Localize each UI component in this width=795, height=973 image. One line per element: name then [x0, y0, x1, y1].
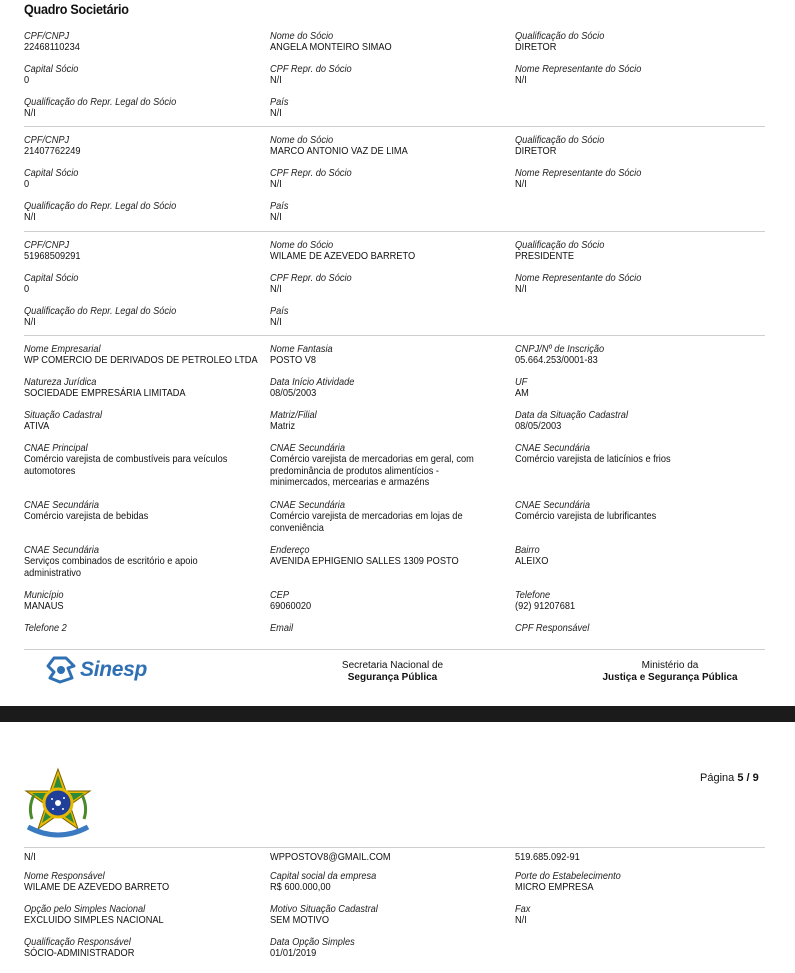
field-row	[24, 134, 765, 166]
page-separator-band	[0, 706, 795, 722]
field-row	[24, 30, 765, 62]
field-value: ATIVA	[24, 420, 50, 432]
field-label: Qualificação do Sócio	[515, 134, 605, 146]
field-label: CNAE Principal	[24, 442, 88, 454]
field-label: Qualificação do Repr. Legal do Sócio	[24, 305, 177, 317]
field-value: 01/01/2019	[270, 947, 317, 959]
field-row	[24, 305, 765, 337]
field-label: CNAE Secundária	[24, 499, 99, 511]
field-label: Opção pelo Simples Nacional	[24, 903, 146, 915]
field-row	[24, 376, 765, 408]
field-value: DIRETOR	[515, 41, 557, 53]
field-value: 05.664.253/0001-83	[515, 354, 598, 366]
field-value: POSTO V8	[270, 354, 317, 366]
field-value: MARCO ANTONIO VAZ DE LIMA	[270, 145, 408, 157]
footer-right-line2: Justiça e Segurança Pública	[602, 672, 738, 683]
field-label: Natureza Jurídica	[24, 376, 97, 388]
field-label: CPF Repr. do Sócio	[270, 63, 352, 75]
divider	[24, 649, 765, 650]
field-row	[24, 870, 765, 902]
field-label: CNPJ/Nº de Inscrição	[515, 343, 605, 355]
field-value: 08/05/2003	[515, 420, 562, 432]
field-value: 0	[24, 178, 30, 190]
field-row	[24, 239, 765, 271]
field-value: Serviços combinados de escritório e apoio administrativo	[24, 555, 198, 579]
field-value: N/I	[24, 107, 36, 119]
field-value: Comércio varejista de mercadorias em geral, com predominância de produtos alimentícios - minimercados, mercearias e armazéns	[270, 453, 474, 488]
field-value: MANAUS	[24, 600, 64, 612]
field-value: N/I	[270, 74, 282, 86]
field-label: Qualificação do Repr. Legal do Sócio	[24, 96, 177, 108]
field-value: SOCIEDADE EMPRESÁRIA LIMITADA	[24, 387, 186, 399]
field-label: CNAE Secundária	[270, 442, 345, 454]
field-label: País	[270, 200, 289, 212]
field-label: CEP	[270, 589, 290, 601]
field-value: Matriz	[270, 420, 296, 432]
field-value: 51968509291	[24, 250, 81, 262]
field-label: Telefone 2	[24, 622, 67, 634]
field-label: Qualificação Responsável	[24, 936, 131, 948]
field-row	[24, 409, 765, 441]
field-value: 519.685.092-91	[515, 851, 580, 863]
field-value: Comércio varejista de laticínios e frios	[515, 453, 671, 465]
field-value: N/I	[270, 211, 282, 223]
field-label: CPF/CNPJ	[24, 30, 70, 42]
field-value: WPPOSTOV8@GMAIL.COM	[270, 851, 391, 863]
footer-right-line1: Ministério da	[641, 660, 699, 671]
document-page-2	[0, 722, 795, 973]
field-row	[24, 936, 765, 968]
field-label: Fax	[515, 903, 531, 915]
field-value: N/I	[515, 283, 527, 295]
divider	[24, 847, 765, 848]
field-value: SÓCIO-ADMINISTRADOR	[24, 947, 135, 959]
field-label: Qualificação do Repr. Legal do Sócio	[24, 200, 177, 212]
field-label: CNAE Secundária	[270, 499, 345, 511]
field-label: País	[270, 305, 289, 317]
field-value: Comércio varejista de combustíveis para veículos automotores	[24, 453, 228, 477]
field-row	[24, 96, 765, 128]
field-label: Endereço	[270, 544, 310, 556]
field-value: 22468110234	[24, 41, 80, 53]
field-value: WILAME DE AZEVEDO BARRETO	[270, 250, 416, 262]
field-label: Nome Fantasia	[270, 343, 333, 355]
field-label: CPF Responsável	[515, 622, 590, 634]
field-label: Bairro	[515, 544, 540, 556]
field-label: CPF/CNPJ	[24, 239, 70, 251]
field-value: Comércio varejista de bebidas	[24, 510, 149, 522]
divider	[24, 231, 765, 232]
field-label: Data Início Atividade	[270, 376, 355, 388]
field-value: WILAME DE AZEVEDO BARRETO	[24, 881, 170, 893]
field-value: AM	[515, 387, 529, 399]
field-value: 0	[24, 74, 30, 86]
field-value: N/I	[24, 211, 36, 223]
field-label: Email	[270, 622, 294, 634]
field-label: CNAE Secundária	[515, 442, 590, 454]
footer-secretaria	[300, 660, 485, 684]
field-label: Capital Sócio	[24, 167, 79, 179]
field-label: Telefone	[515, 589, 551, 601]
field-label: Motivo Situação Cadastral	[270, 903, 378, 915]
footer-mid-line1: Secretaria Nacional de	[341, 660, 444, 671]
field-value: R$ 600.000,00	[270, 881, 331, 893]
field-row	[24, 63, 765, 95]
sinesp-logo	[46, 656, 147, 684]
field-label: CPF Repr. do Sócio	[270, 272, 352, 284]
field-label: Nome Representante do Sócio	[515, 272, 642, 284]
field-value: 0	[24, 283, 30, 295]
field-value: N/I	[270, 107, 282, 119]
field-label: CPF Repr. do Sócio	[270, 167, 352, 179]
field-label: Nome do Sócio	[270, 30, 334, 42]
footer-mid-line2: Segurança Pública	[347, 672, 438, 683]
field-value: N/I	[515, 74, 527, 86]
field-value: ALEIXO	[515, 555, 549, 567]
field-label: Porte do Estabelecimento	[515, 870, 621, 882]
field-label: CNAE Secundária	[24, 544, 99, 556]
field-value: Comércio varejista de mercadorias em lojas de conveniência	[270, 510, 463, 534]
field-value: N/I	[270, 283, 282, 295]
field-row	[24, 622, 765, 638]
field-value: DIRETOR	[515, 145, 557, 157]
field-row	[24, 589, 765, 621]
field-row	[24, 442, 765, 498]
field-value: SEM MOTIVO	[270, 914, 330, 926]
page-label: Página	[700, 772, 735, 784]
field-label: UF	[515, 376, 528, 388]
field-value: Comércio varejista de lubrificantes	[515, 510, 657, 522]
field-row	[24, 167, 765, 199]
field-value: AVENIDA EPHIGENIO SALLES 1309 POSTO	[270, 555, 459, 567]
field-value: PRESIDENTE	[515, 250, 575, 262]
field-label: Município	[24, 589, 64, 601]
field-row	[24, 852, 765, 868]
field-value: EXCLUIDO SIMPLES NACIONAL	[24, 914, 164, 926]
field-value: N/I	[515, 178, 527, 190]
field-label: Situação Cadastral	[24, 409, 103, 421]
field-label: CNAE Secundária	[515, 499, 590, 511]
field-label: Nome do Sócio	[270, 239, 334, 251]
field-value: 69060020	[270, 600, 312, 612]
divider	[24, 126, 765, 127]
field-row	[24, 499, 765, 543]
field-label: Capital social da empresa	[270, 870, 377, 882]
field-value: N/I	[24, 851, 36, 863]
field-value: 08/05/2003	[270, 387, 317, 399]
field-label: Capital Sócio	[24, 272, 79, 284]
field-value: MICRO EMPRESA	[515, 881, 594, 893]
page-indicator	[700, 772, 759, 784]
field-label: Qualificação do Sócio	[515, 239, 605, 251]
field-label: Nome Representante do Sócio	[515, 167, 642, 179]
field-label: Data da Situação Cadastral	[515, 409, 629, 421]
field-value: 21407762249	[24, 145, 81, 157]
field-label: Nome Representante do Sócio	[515, 63, 642, 75]
field-row	[24, 343, 765, 375]
field-value: WP COMERCIO DE DERIVADOS DE PETROLEO LTDA	[24, 354, 258, 366]
field-row	[24, 544, 765, 588]
field-label: Nome Responsável	[24, 870, 105, 882]
field-label: País	[270, 96, 289, 108]
divider	[24, 335, 765, 336]
logo-text: Sinesp	[80, 658, 148, 681]
field-label: Capital Sócio	[24, 63, 79, 75]
footer-ministerio	[590, 660, 750, 684]
field-row	[24, 272, 765, 304]
field-label: Matriz/Filial	[270, 409, 317, 421]
field-label: Qualificação do Sócio	[515, 30, 605, 42]
page-number: 5 / 9	[737, 772, 759, 784]
field-value: N/I	[270, 316, 282, 328]
field-value: N/I	[24, 316, 36, 328]
field-label: CPF/CNPJ	[24, 134, 70, 146]
field-value: N/I	[515, 914, 527, 926]
field-value: ANGELA MONTEIRO SIMAO	[270, 41, 392, 53]
field-label: Data Opção Simples	[270, 936, 355, 948]
field-row	[24, 903, 765, 935]
sinesp-logo-icon	[46, 656, 76, 684]
field-value: (92) 91207681	[515, 600, 576, 612]
field-label: Nome do Sócio	[270, 134, 334, 146]
brazil-coat-of-arms-icon	[22, 767, 94, 848]
field-value: N/I	[270, 178, 282, 190]
section-title: Quadro Societário	[24, 1, 129, 17]
field-label: Nome Empresarial	[24, 343, 101, 355]
field-row	[24, 200, 765, 232]
